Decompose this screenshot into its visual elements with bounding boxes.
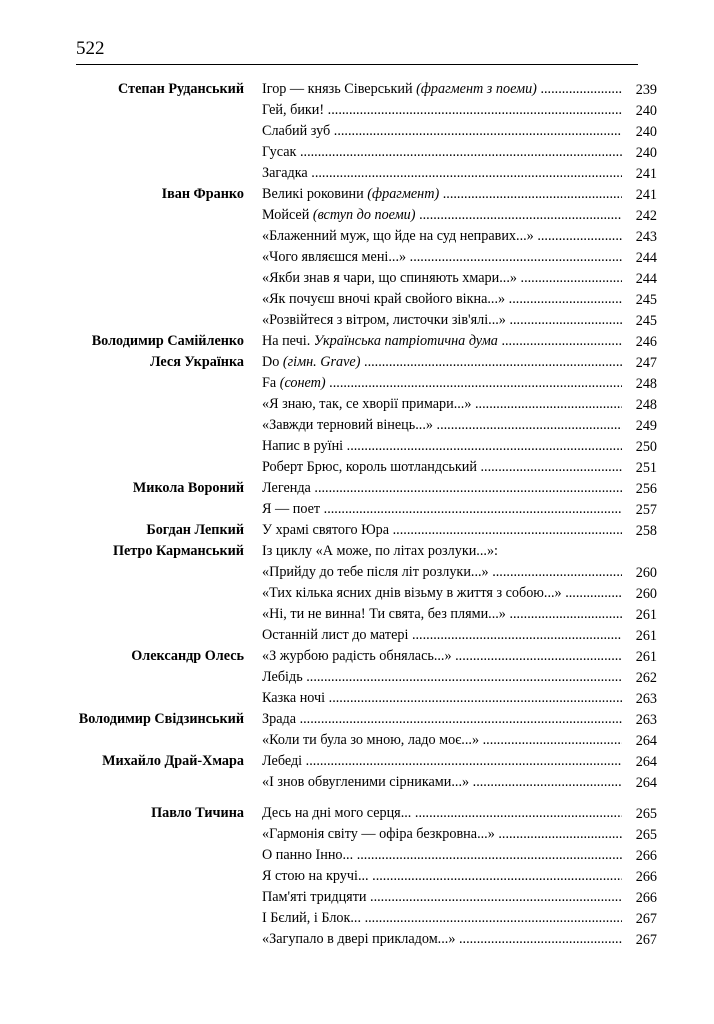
page-ref: 240 [635, 145, 657, 161]
title-text: «Коли ти була зо мною, ладо моє...» [262, 732, 480, 748]
toc-entry [0, 499, 714, 520]
page-ref: 240 [635, 103, 657, 119]
entry-title [262, 866, 622, 887]
entry-title [262, 205, 622, 226]
toc-entry [0, 520, 714, 541]
page-ref: 265 [635, 806, 657, 822]
page-ref: 244 [635, 250, 657, 266]
author-name: Петро Карманський [112, 543, 244, 559]
page-ref: 260 [635, 586, 657, 602]
page-ref: 251 [635, 460, 657, 476]
title-text: «Блаженний муж, що йде на суд неправих...» [262, 228, 534, 244]
title-text: Загадка [262, 165, 308, 181]
entry-title [262, 562, 622, 583]
page-ref: 246 [635, 334, 657, 350]
toc-entry [0, 436, 714, 457]
page-ref: 245 [635, 292, 657, 308]
entry-title [262, 415, 622, 436]
toc-entry [0, 908, 714, 929]
toc-entry [0, 352, 714, 373]
title-text: Гей, бики! [262, 102, 325, 118]
entry-title [262, 625, 622, 646]
toc-entry [0, 205, 714, 226]
toc-entry [0, 824, 714, 845]
title-text: Слабий зуб [262, 123, 331, 139]
author-name: Микола Вороний [132, 480, 244, 496]
toc-entry [0, 688, 714, 709]
toc-entry [0, 583, 714, 604]
entry-title [262, 824, 622, 845]
title-text: «Загупало в двері прикладом...» [262, 931, 456, 947]
title-text: Мойсей [262, 207, 313, 223]
entry-title [262, 289, 622, 310]
toc-entry [0, 331, 714, 352]
entry-title [262, 142, 622, 163]
author-name: Павло Тичина [151, 805, 244, 821]
title-text: О панно Інно... [262, 847, 354, 863]
toc-entry [0, 373, 714, 394]
entry-title [262, 163, 622, 184]
page-ref: 244 [635, 271, 657, 287]
author-name: Іван Франко [161, 186, 244, 202]
toc-entry [0, 709, 714, 730]
title-text: «Прийду до тебе після літ розлуки...» [262, 564, 489, 580]
entry-title [262, 803, 622, 824]
entry-title [262, 583, 622, 604]
page-ref: 264 [635, 775, 657, 791]
page-ref: 267 [635, 911, 657, 927]
page-ref: 248 [635, 397, 657, 413]
title-text: І Бєлий, і Блок... [262, 910, 362, 926]
title-note: Українська патріотична дума [313, 333, 498, 349]
page-ref: 241 [635, 166, 657, 182]
toc-entry [0, 415, 714, 436]
entry-title [262, 394, 622, 415]
entry-title [262, 709, 622, 730]
entry-title [262, 887, 622, 908]
toc-entry [0, 866, 714, 887]
title-text: Я стою на кручі... [262, 868, 369, 884]
entry-title [262, 499, 622, 520]
page-ref: 241 [635, 187, 657, 203]
entry-title [262, 79, 622, 100]
title-text: Ігор — князь Сіверський [262, 81, 417, 97]
title-text: Останній лист до матері [262, 627, 409, 643]
toc-entry [0, 929, 714, 950]
title-text: «Якби знав я чари, що спиняють хмари...» [262, 270, 517, 286]
toc-entry [0, 289, 714, 310]
title-text: «І знов обвугленими сірниками...» [262, 774, 470, 790]
author-name: Степан Руданський [118, 81, 244, 97]
page-ref: 239 [635, 82, 657, 98]
toc-entry [0, 667, 714, 688]
title-text: Напис в руїні [262, 438, 344, 454]
entry-title [262, 331, 622, 352]
entry-title [262, 646, 622, 667]
title-text: «Завжди терновий вінець...» [262, 417, 433, 433]
toc-entry [0, 803, 714, 824]
page-number: 522 [76, 38, 105, 59]
toc-entry [0, 310, 714, 331]
title-text: Зрада [262, 711, 297, 727]
title-text: Десь на дні мого серця... [262, 805, 412, 821]
toc-entry [0, 163, 714, 184]
entry-title [262, 730, 622, 751]
toc-entry [0, 247, 714, 268]
entry-title [262, 845, 622, 866]
title-text: «Як почуєш вночі край свойого вікна...» [262, 291, 506, 307]
page-ref: 250 [635, 439, 657, 455]
title-text: Великі роковини [262, 186, 368, 202]
toc-entry [0, 121, 714, 142]
page-ref: 265 [635, 827, 657, 843]
toc-entry [0, 646, 714, 667]
page-ref: 263 [635, 712, 657, 728]
entry-title [262, 373, 622, 394]
toc-entry [0, 457, 714, 478]
toc-entry [0, 478, 714, 499]
title-text: У храмі святого Юра [262, 522, 390, 538]
title-text: Пам'яті тридцяти [262, 889, 367, 905]
table-of-contents [0, 79, 714, 950]
author-name: Володимир Свідзинський [78, 711, 244, 727]
author-name: Михайло Драй-Хмара [102, 753, 244, 769]
entry-title [262, 226, 622, 247]
title-text: На печі. [262, 333, 314, 349]
title-text: Do [262, 354, 283, 370]
entry-title [262, 352, 622, 373]
entry-title [262, 751, 622, 772]
entry-title [262, 520, 622, 541]
page-ref: 256 [635, 481, 657, 497]
title-text: «З журбою радість обнялась...» [262, 648, 452, 664]
title-text: Лебеді [262, 753, 303, 769]
title-text: Казка ночі [262, 690, 326, 706]
entry-title [262, 100, 622, 121]
toc-entry [0, 751, 714, 772]
entry-title [262, 478, 622, 499]
title-text: Я — поет [262, 501, 321, 517]
toc-entry [0, 845, 714, 866]
toc-entry [0, 772, 714, 793]
page-ref: 243 [635, 229, 657, 245]
title-text: Гусак [262, 144, 297, 160]
entry-title [262, 929, 622, 950]
title-text: Із циклу «А може, по літах розлуки...»: [262, 543, 498, 559]
title-text: «Ні, ти не винна! Ти свята, без плями...» [262, 606, 506, 622]
toc-entry [0, 730, 714, 751]
page-ref: 242 [635, 208, 657, 224]
page-ref: 261 [635, 649, 657, 665]
entry-title [262, 436, 622, 457]
page-ref: 245 [635, 313, 657, 329]
page-ref: 261 [635, 628, 657, 644]
entry-title [262, 688, 622, 709]
entry-title [262, 541, 622, 562]
title-text: «Гармонія світу — офіра безкровна...» [262, 826, 495, 842]
title-note: (вступ до поеми) [312, 207, 416, 223]
title-text: «Чого являєшся мені...» [262, 249, 407, 265]
title-note: (фрагмент) [367, 186, 440, 202]
page-ref: 266 [635, 848, 657, 864]
page-ref: 258 [635, 523, 657, 539]
page-ref: 262 [635, 670, 657, 686]
entry-title [262, 121, 622, 142]
title-text: «Я знаю, так, се хворії примари...» [262, 396, 472, 412]
title-text: Лебідь [262, 669, 303, 685]
title-note: (гімн. Grave) [282, 354, 361, 370]
toc-entry [0, 142, 714, 163]
title-text: «Розвійтеся з вітром, листочки зів'ялі...» [262, 312, 506, 328]
page-ref: 249 [635, 418, 657, 434]
toc-entry [0, 604, 714, 625]
toc-entry [0, 625, 714, 646]
toc-entry [0, 226, 714, 247]
toc-entry [0, 184, 714, 205]
page-ref: 248 [635, 376, 657, 392]
title-text: Fa [262, 375, 280, 391]
title-note: (фрагмент з поеми) [416, 81, 537, 97]
page-ref: 263 [635, 691, 657, 707]
toc-entry [0, 887, 714, 908]
page-ref: 260 [635, 565, 657, 581]
title-text: Роберт Брюс, король шотландський [262, 459, 477, 475]
page-ref: 257 [635, 502, 657, 518]
page-ref: 264 [635, 733, 657, 749]
page-ref: 264 [635, 754, 657, 770]
page-ref: 240 [635, 124, 657, 140]
entry-title [262, 457, 622, 478]
author-name: Богдан Лепкий [146, 522, 244, 538]
author-name: Володимир Самійленко [91, 333, 244, 349]
author-name: Олександр Олесь [131, 648, 244, 664]
entry-title [262, 772, 622, 793]
title-text: «Тих кілька ясних днів візьму в життя з собою...» [262, 585, 562, 601]
entry-title [262, 908, 622, 929]
page-ref: 266 [635, 890, 657, 906]
entry-title [262, 184, 622, 205]
header-rule [76, 64, 638, 65]
author-name: Леся Українка [149, 354, 244, 370]
toc-entry [0, 79, 714, 100]
title-note: (сонет) [279, 375, 326, 391]
entry-title [262, 667, 622, 688]
toc-entry [0, 562, 714, 583]
toc-entry [0, 100, 714, 121]
page-ref: 261 [635, 607, 657, 623]
toc-entry [0, 541, 714, 562]
page-ref: 267 [635, 932, 657, 948]
entry-title [262, 247, 622, 268]
entry-title [262, 604, 622, 625]
title-text: Легенда [262, 480, 311, 496]
toc-entry [0, 268, 714, 289]
entry-title [262, 310, 622, 331]
toc-entry [0, 394, 714, 415]
page-ref: 247 [635, 355, 657, 371]
entry-title [262, 268, 622, 289]
page-ref: 266 [635, 869, 657, 885]
